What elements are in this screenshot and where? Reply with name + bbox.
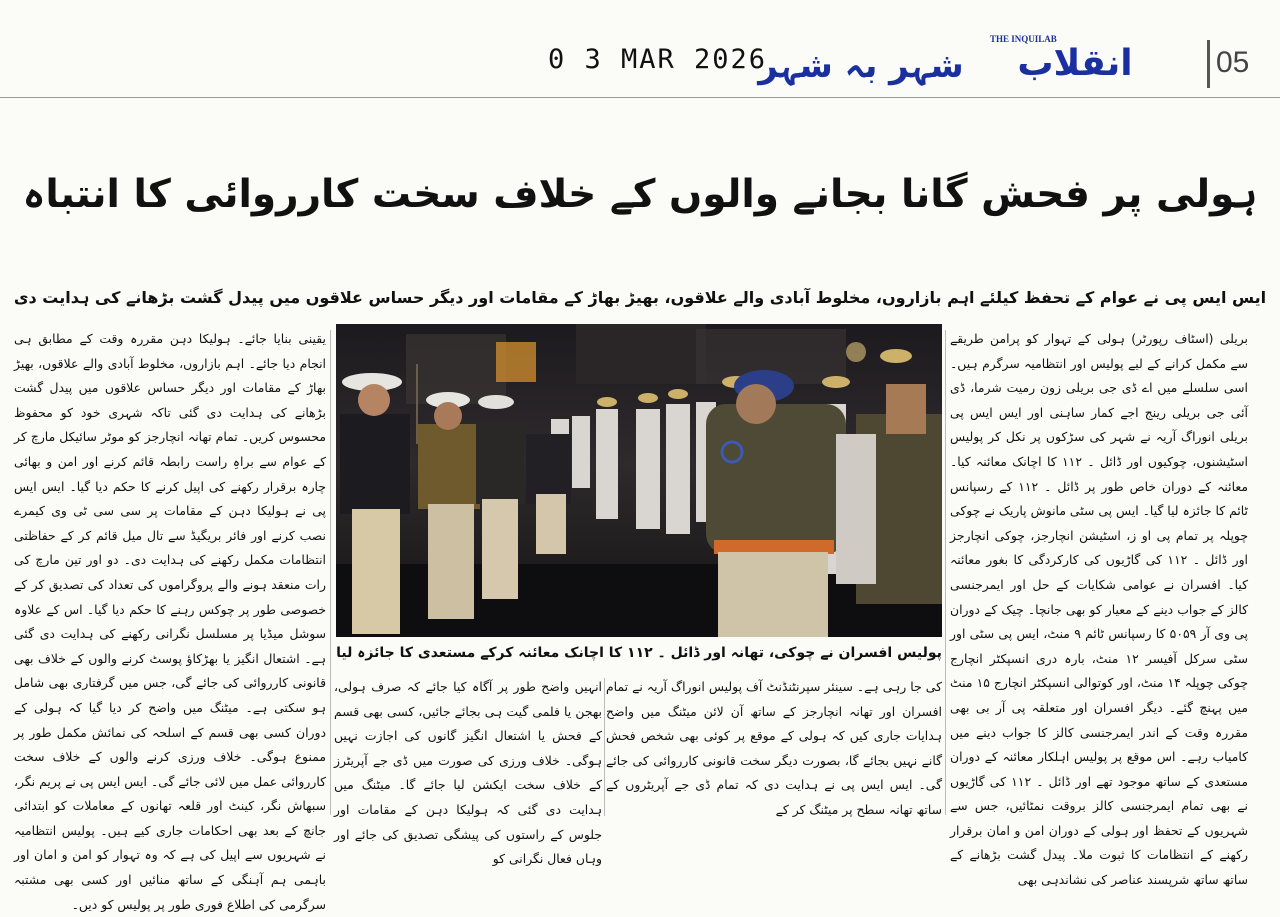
photo-caption: پولیس افسران نے چوکی، تھانہ اور ڈائل ۔ ۱۱۲ کا اچانک معائنہ کرکے مستعدی کا جائزہ لیا (336, 645, 942, 661)
column-divider (945, 330, 946, 815)
section-title: شہر بہ شہر (758, 46, 964, 86)
body-column-right: بریلی (اسٹاف رپورٹر) ہولی کے تہوار کو پرامن طریقے سے مکمل کرانے کے لیے پولیس اور انتظامیہ سرگرم ہیں۔ اسی سلسلے میں اے ڈی جی بریلی زون رمیت شرما، ڈی آئی جی بریلی رینج اجے کمار ساہنی اور ایس ایس پی بریلی انوراگ آریہ نے شہر کی سڑکوں پر نکل کر پولیس اسٹیشنوں، چوکیوں اور ڈائل ۔ ۱۱۲ کا اچانک معائنہ کیا۔ معائنہ کے دوران خاص طور پر ڈائل ۔ ۱۱۲ کے رسپانس ٹائم کا جائزہ لیا گیا۔ ایس پی سٹی مانوش پاریک نے چوکی چوپلہ پر تمام پی او ز، اسٹیشن انچارجز، چوکی انچارجز اور ڈائل ۔ ۱۱۲ کی گاڑیوں کی کارکردگی کا بغور معائنہ کیا۔ افسران نے عوامی شکایات کے حل اور ایمرجنسی کالز کے جواب دینے کے معیار کو بھی جانچا۔ چیک کے دوران پی وی آر ۵۰۵۹ کا رسپانس ٹائم ۹ منٹ، ایس پی سٹی اور سٹی سرکل آفیسر ۱۲ منٹ، بارہ دری انسپکٹر انچارج چوکی چوپلہ ۱۴ منٹ، اور کوتوالی انسپکٹر انچارج ۱۵ منٹ میں پہنچ گئے۔ دیگر افسران اور متعلقہ پی آر بی بھی مقررہ وقت کے اندر ایمرجنسی کالز کا جواب دینے میں کامیاب رہے۔ اس موقع پر پولیس اہلکار معائنہ کے دوران مستعدی کے ساتھ موجود تھے اور ڈائل ۔ ۱۱۲ کی گاڑیوں نے بھی تمام ایمرجنسی کالز بروقت نمٹائیں، جس سے شہریوں کے تحفظ اور ہولی کے دوران امن و امان برقرار رکھنے کے انتظامات کا ثبوت ملا۔ پیدل گشت بڑھانے کے ساتھ ساتھ شرپسند عناصر کی نشاندہی بھی (950, 331, 1249, 888)
article-headline: ہولی پر فحش گانا بجانے والوں کے خلاف سخت کارروائی کا انتباہ (22, 172, 1258, 217)
body-column-left: یقینی بنایا جائے۔ ہولیکا دہن مقررہ وقت کے مطابق ہی انجام دیا جائے۔ اہم بازاروں، مخلوط آبادی والے علاقوں، بھیڑ بھاڑ کے مقامات اور دیگر حساس علاقوں میں پیدل گشت بڑھانے کی ہدایت دی گئی تاکہ شہری خود کو محفوظ محسوس کریں۔ تمام تھانہ انچارجز کو موٹر سائیکل مارچ کر کے عوام سے براہِ راست رابطہ قائم کرنے اور امن و بھائی چارہ برقرار رکھنے کی اپیل کرنے کا حکم دیا گیا۔ ایس ایس پی نے ہولیکا دہن کے مقامات پر سی سی ٹی وی کیمرے نصب کرنے اور فائر بریگیڈ سے تال میل قائم کر کے حفاظتی انتظامات مکمل رکھنے کی ہدایت دی۔ دو اور تین مارچ کی رات منعقد ہونے والے پروگراموں کی تعداد کی تصدیق کر کے خصوصی طور پر چوکس رہنے کا حکم دیا گیا۔ اس کے علاوہ سوشل میڈیا پر مسلسل نگرانی رکھنے کی ہدایت دی گئی ہے۔ اشتعال انگیز یا بھڑکاؤ پوسٹ کرنے والوں کے خلاف بھی قانونی کارروائی کی جائے گی، جس میں گرفتاری بھی شامل ہو سکتی ہے۔ میٹنگ میں واضح کر دیا گیا کہ ہولی کے دوران کسی بھی قسم کے اسلحہ کی نمائش مکمل طور پر ممنوع ہوگی۔ خلاف ورزی کرنے والوں کے خلاف سخت کارروائی عمل میں لائی جائے گی۔ ایس ایس پی نے پریم نگر، سبھاش نگر، کینٹ اور قلعہ تھانوں کے معاملات کو ابتدائی جانچ کے بعد بھی احکامات جاری کیے ہیں۔ پولیس انتظامیہ نے شہریوں سے اپیل کی ہے کہ وہ تہوار کو امن و امان اور باہمی ہم آہنگی کے ساتھ منائیں اور کسی بھی مشتبہ سرگرمی کی اطلاع فوری طور پر پولیس کو دیں۔ (14, 331, 326, 912)
news-photo-police-officers (336, 324, 942, 637)
article-subheadline: ایس ایس پی نے عوام کے تحفظ کیلئے اہم بازاروں، مخلوط آبادی والے علاقوں، بھیڑ بھاڑ کے مقامات اور دیگر حساس علاقوں میں پیدل گشت بڑھانے کی ہدایت دی (13, 288, 1267, 307)
issue-date: 0 3 MAR 2026 (548, 44, 768, 75)
logo-latin-text: THE INQUILAB (990, 34, 1057, 44)
masthead-rule (0, 97, 1280, 98)
page-number: 05 (1216, 46, 1250, 79)
body-column-middle-left: انہیں واضح طور پر آگاہ کیا جائے کہ صرف ہولی، بھجن یا فلمی گیت ہی بجائے جائیں، کسی بھی قسم کے فحش یا اشتعال انگیز گانوں کی اجازت نہیں ہوگی۔ خلاف ورزی کی صورت میں ڈی جے آپریٹرز کے خلاف سخت ایکشن لیا جائے گا۔ میٹنگ میں ہدایت دی گئی کہ ہولیکا دہن کے مقامات اور جلوس کے راستوں کی پیشگی تصدیق کی جائے اور وہاں فعال نگرانی کو (334, 679, 602, 867)
column-divider (604, 678, 605, 816)
column-divider (330, 330, 331, 815)
masthead-divider (1207, 40, 1210, 88)
newspaper-logo: انقلاب (1017, 43, 1133, 84)
body-column-middle-right: کی جا رہی ہے۔ سینئر سپرنٹنڈنٹ آف پولیس انوراگ آریہ نے تمام افسران اور تھانہ انچارجز کے ساتھ آن لائن میٹنگ میں واضح ہدایات جاری کیں کہ ہولی کے موقع پر کوئی بھی شخص فحش گانے نہیں بجائے گا، بصورت دیگر سخت قانونی کارروائی کی جائے گی۔ ایس ایس پی نے ہدایت دی کہ تمام ڈی جے آپریٹروں کے ساتھ تھانہ سطح پر میٹنگ کر کے (606, 679, 942, 817)
